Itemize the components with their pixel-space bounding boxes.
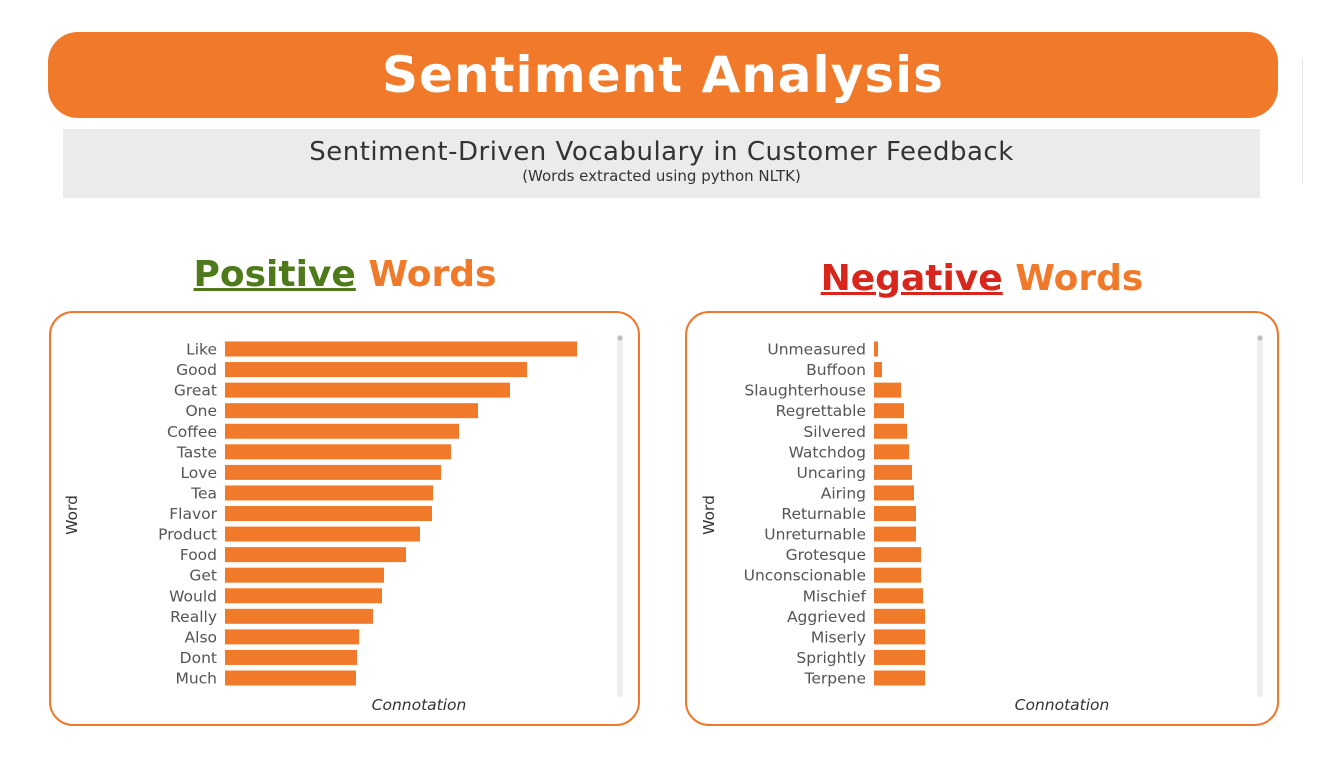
positive-chart [51,313,638,724]
negative-bar-returnable [874,506,916,521]
positive-tick-label-get: Get [189,566,217,585]
positive-tick-label-coffee: Coffee [166,422,217,441]
positive-bar-food [225,547,406,562]
negative-bar-airing [874,485,914,500]
positive-bar-coffee [225,424,459,439]
negative-x-axis-title: Connotation [1014,696,1110,714]
negative-tick-label-silvered: Silvered [803,422,866,441]
negative-bar-buffoon [874,362,882,377]
positive-bar-would [225,588,382,603]
negative-bar-miserly [874,629,925,644]
positive-tick-label-would: Would [169,587,217,606]
edge-divider [1302,58,1303,184]
positive-chart-panel [49,311,640,726]
positive-tick-label-food: Food [179,546,217,565]
positive-tick-label-much: Much [175,669,217,688]
positive-bar-love [225,465,441,480]
positive-bar-much [225,671,356,686]
positive-bar-good [225,362,527,377]
negative-bar-grotesque [874,547,921,562]
positive-bar-get [225,568,384,583]
negative-bar-unmeasured [874,342,878,357]
negative-tick-label-mischief: Mischief [802,587,866,606]
negative-tick-label-buffoon: Buffoon [806,361,866,380]
negative-heading [686,258,1278,302]
negative-y-axis-title: Word [700,495,718,535]
negative-tick-label-unconscionable: Unconscionable [743,566,866,585]
negative-chart [687,313,1277,724]
positive-tick-label-good: Good [176,361,217,380]
positive-tick-label-also: Also [184,628,217,647]
negative-tick-label-terpene: Terpene [804,669,866,688]
positive-heading-rest: Words [368,254,497,295]
subtitle-note: (Words extracted using python NLTK) [522,167,801,185]
positive-tick-label-one: One [185,402,217,421]
negative-bar-unconscionable [874,568,921,583]
positive-bar-great [225,383,510,398]
negative-tick-label-regrettable: Regrettable [775,402,866,421]
positive-scrollbar-thumb[interactable] [618,336,623,341]
negative-chart-panel [685,311,1279,726]
negative-tick-label-returnable: Returnable [781,505,866,523]
negative-tick-label-grotesque: Grotesque [785,546,866,565]
positive-tick-label-taste: Taste [176,443,217,462]
negative-tick-label-aggrieved: Aggrieved [786,607,866,626]
positive-bar-dont [225,650,357,665]
negative-bar-mischief [874,588,923,603]
positive-tick-label-really: Really [170,607,217,626]
positive-heading-keyword: Positive [193,254,356,295]
positive-tick-label-dont: Dont [179,648,217,667]
page-title: Sentiment Analysis [382,46,944,104]
positive-bar-tea [225,485,433,500]
positive-tick-label-great: Great [173,381,217,400]
positive-bar-one [225,403,478,418]
negative-bar-silvered [874,424,907,439]
positive-y-axis-title: Word [63,495,81,535]
positive-x-axis-title: Connotation [371,696,467,714]
negative-tick-label-unreturnable: Unreturnable [764,525,866,544]
positive-tick-label-product: Product [158,525,217,544]
positive-tick-label-love: Love [180,463,217,482]
negative-tick-label-airing: Airing [820,484,866,503]
negative-heading-keyword: Negative [820,258,1003,299]
positive-bar-also [225,629,359,644]
positive-bar-product [225,527,420,542]
negative-tick-label-slaughterhouse: Slaughterhouse [744,381,866,400]
negative-tick-label-uncaring: Uncaring [796,463,866,482]
negative-bar-sprightly [874,650,925,665]
negative-bar-aggrieved [874,609,925,624]
negative-tick-label-miserly: Miserly [810,628,866,647]
positive-scrollbar[interactable] [617,335,623,697]
title-banner [48,32,1278,118]
negative-bar-terpene [874,671,925,686]
negative-bar-unreturnable [874,527,916,542]
positive-bar-like [225,342,577,357]
subtitle-box [63,129,1260,198]
subtitle: Sentiment-Driven Vocabulary in Customer Feedback [309,137,1014,167]
negative-heading-rest: Words [1015,258,1144,299]
positive-bar-taste [225,444,451,459]
positive-tick-label-flavor: Flavor [169,505,217,523]
positive-tick-label-like: Like [186,340,217,359]
negative-tick-label-sprightly: Sprightly [796,648,866,667]
positive-bar-flavor [225,506,432,521]
negative-bar-slaughterhouse [874,383,901,398]
positive-tick-label-tea: Tea [191,484,217,503]
positive-heading [50,254,640,298]
positive-bar-really [225,609,373,624]
negative-tick-label-unmeasured: Unmeasured [767,340,866,359]
negative-bar-regrettable [874,403,904,418]
negative-bar-uncaring [874,465,912,480]
negative-bar-watchdog [874,444,909,459]
negative-tick-label-watchdog: Watchdog [788,443,866,462]
negative-scrollbar-thumb[interactable] [1258,336,1263,341]
negative-scrollbar[interactable] [1257,335,1263,697]
